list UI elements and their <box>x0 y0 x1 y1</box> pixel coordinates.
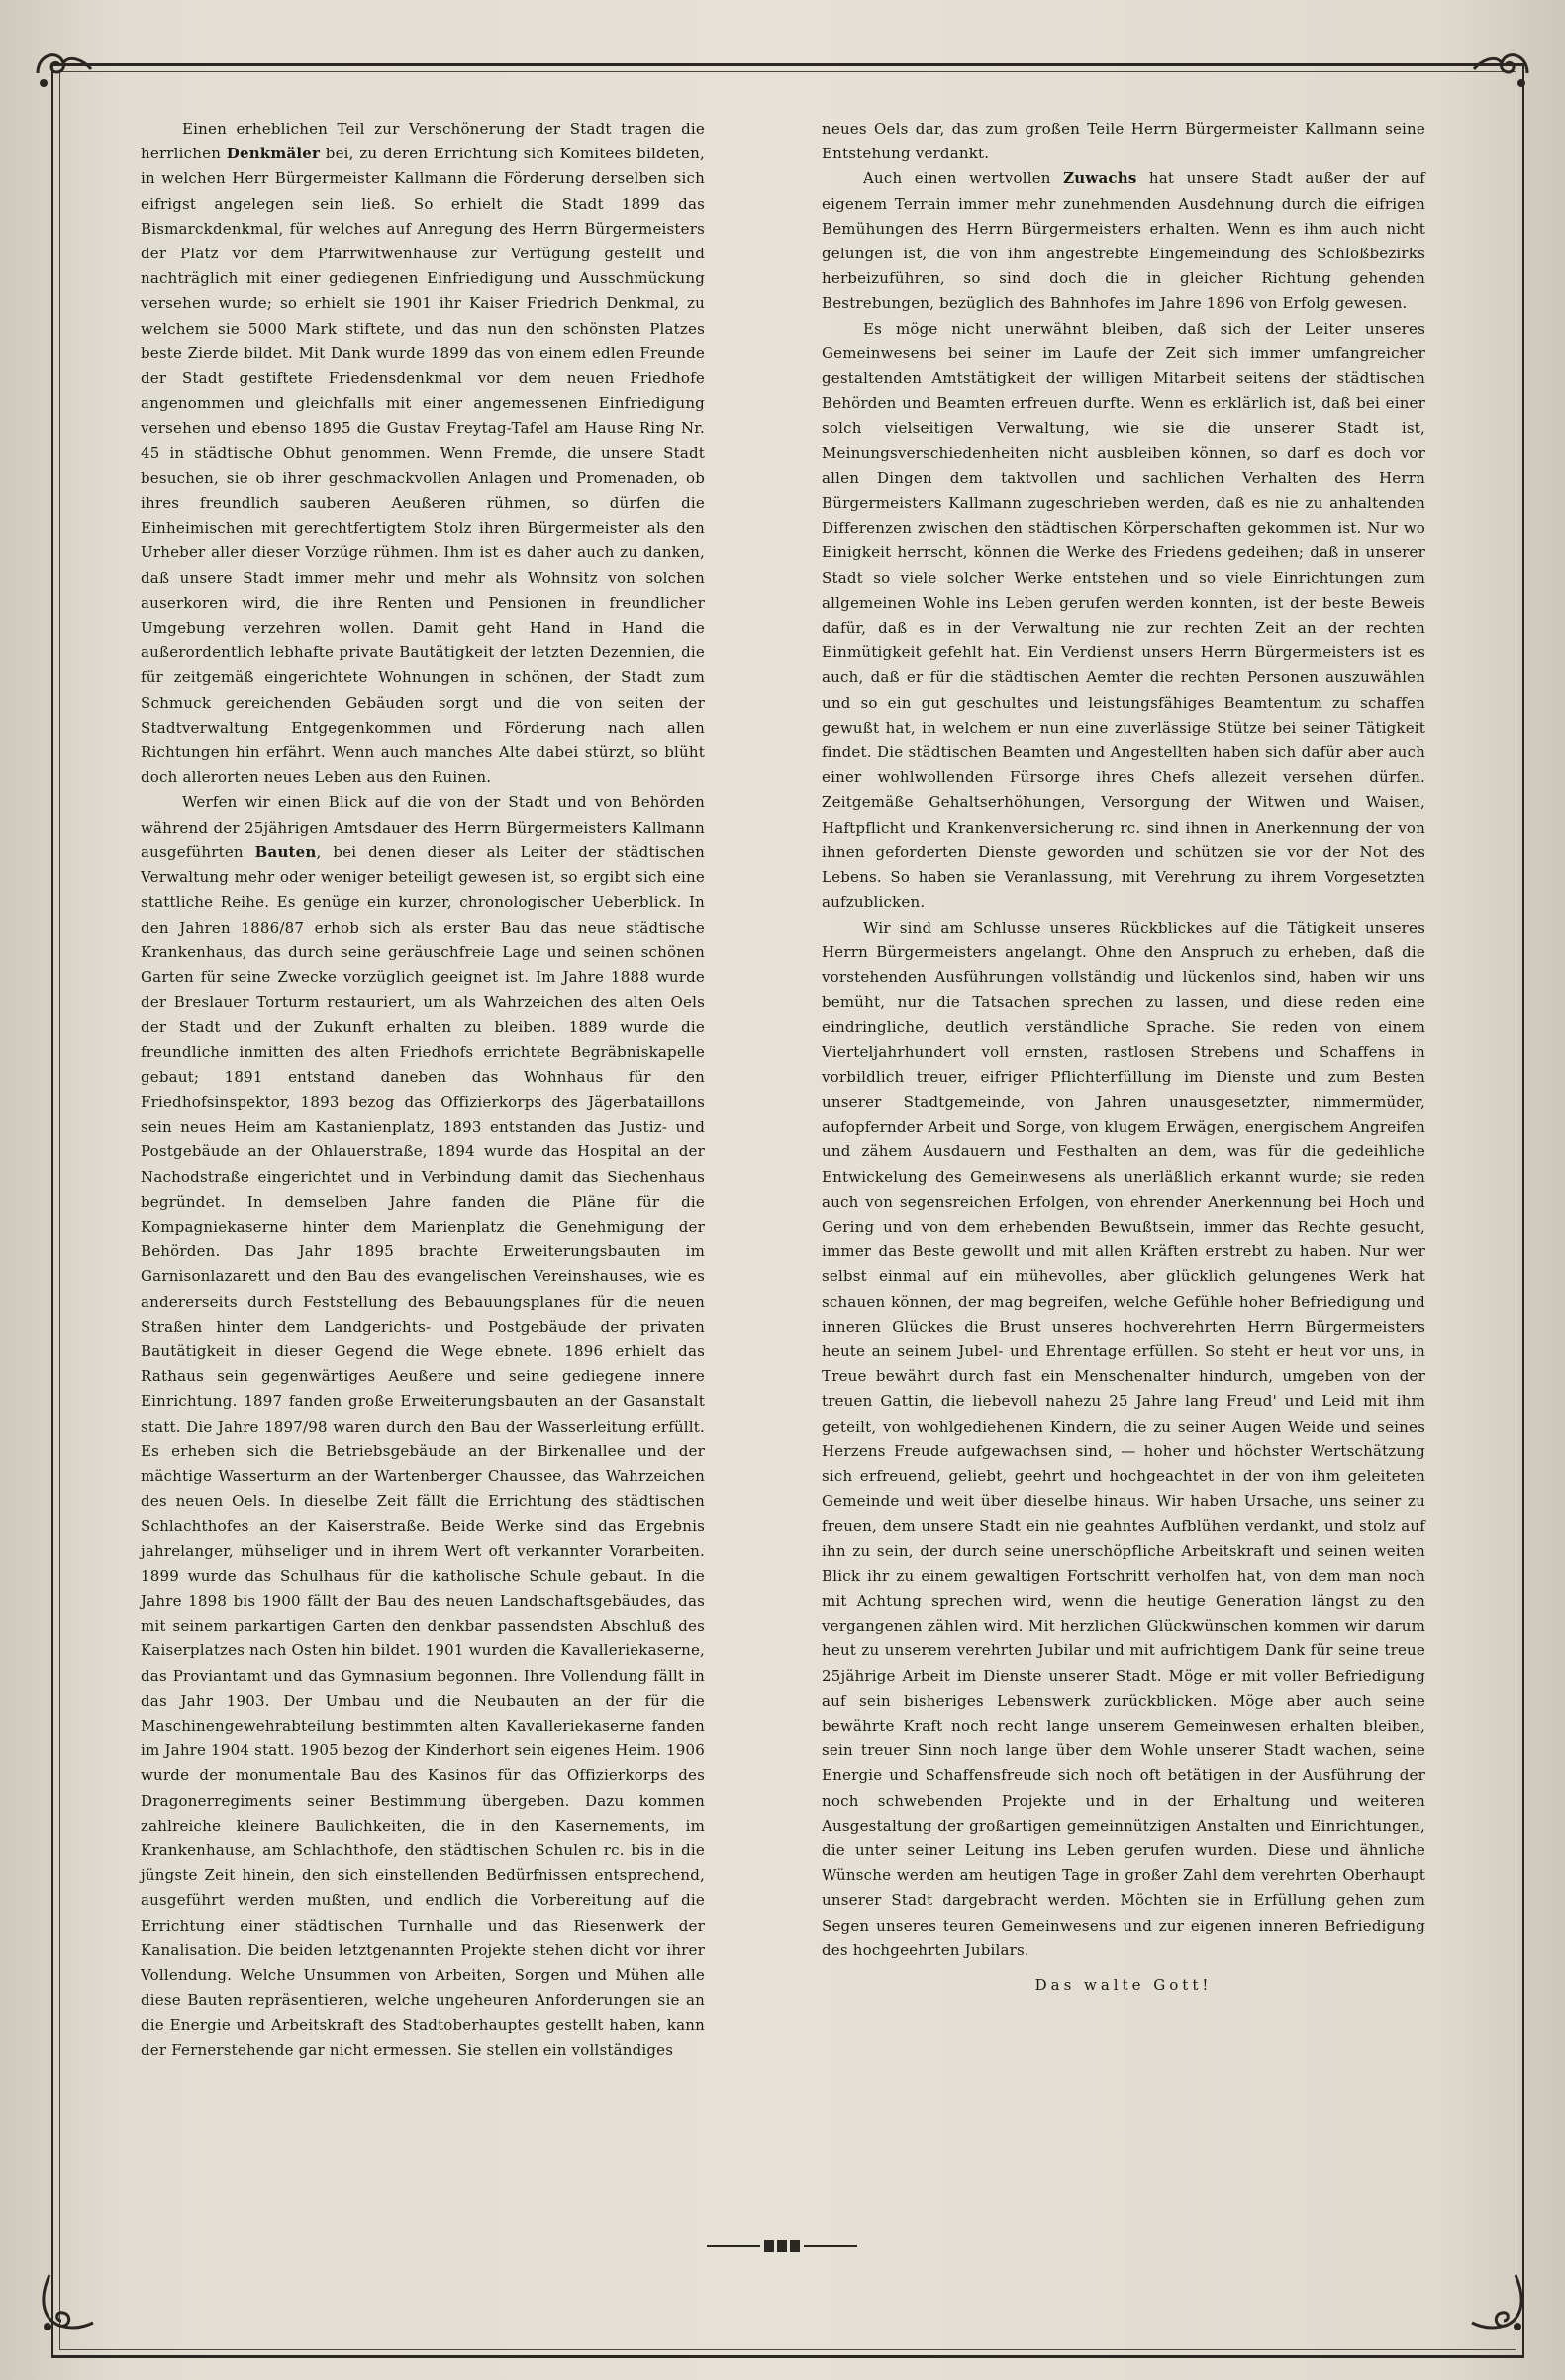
ornament-divider-icon <box>703 2235 861 2257</box>
paragraph-text: Es möge nicht unerwähnt bleiben, daß sich der Leiter unseres Gemeinwesens bei seiner im Laufe der Zeit sich immer umfangreicher gestaltenden Amtstätigkeit der willigen Mitarbeit seitens der städtischen Behörden und Beamten erfreuen durfte. Wenn es erklärlich ist, daß bei einer solch vielseitigen Verwaltung, wie sie die unserer Stadt ist, Meinungsverschiedenheiten nicht ausbleiben können, so darf es doch vor allen Dingen dem taktvollen und sachlichen Verhalten des Herrn Bürgermeisters Kallmann zugeschrieben werden, daß es nie zu anhaltenden Differenzen zwischen den städtischen Körperschaften gekommen ist. Nur wo Einigkeit herrscht, können die Werke des Friedens gedeihen; daß in unserer Stadt so viele solcher Werke entstehen und so viele Einrichtungen zum allgemeinen Wohle ins Leben gerufen werden konnten, ist der beste Beweis dafür, daß es in der Verwaltung nie zur rechten Zeit an der rechten Einmütigkeit gefehlt hat. Ein Verdienst unsers Herrn Bürgermeisters ist es auch, daß er für die städtischen Aemter die rechten Personen auszuwählen und so ein gut geschultes und leistungsfähiges Beamtentum zu schaffen gewußt hat, in welchem er nun eine zuverlässige Stütze bei seiner Tätigkeit findet. Die städtischen Beamten und Angestellten haben sich dafür aber auch einer wohlwollenden Fürsorge ihres Chefs allezeit versehen dürfen. Zeitgemäße Gehaltserhöhungen, Versorgung der Witwen und Waisen, Haftpflicht und Krankenversicherung rc. sind ihnen in Anerkennung der von ihnen geforderten Dienste geworden und schützen sie vor der Not des Lebens. So haben sie Veranlassung, mit Verehrung zu ihrem Vorgesetzten aufzublicken. <box>822 319 1425 912</box>
paragraph <box>822 317 1425 916</box>
paragraph-text: Einen erheblichen Teil zur Verschönerung der Stadt tragen die herrlichen <box>141 120 705 163</box>
keyword-text: Denkmäler <box>226 145 321 163</box>
paragraph-text: Auch einen wertvollen <box>863 169 1064 188</box>
paragraph-text: bei, zu deren Errichtung sich Komitees bildeten, in welchen Herr Bürgermeister Kallmann die Förderung derselben sich eifrigst angelegen sein ließ. So erhielt die Stadt 1899 das Bismarckdenkmal, für welches auf Anregung des Herrn Bürgermeisters der Platz vor dem Pfarrwitwenhause zur Verfügung gestellt und nachträglich mit einer gediegenen Einfriedigung und Ausschmückung versehen wurde; so erhielt sie 1901 ihr Kaiser Friedrich Denkmal, zu welchem sie 5000 Mark stiftete, und das nun den schönsten Platzes beste Zierde bildet. Mit Dank wurde 1899 das von einem edlen Freunde der Stadt gestiftete Friedensdenkmal vor dem neuen Friedhofe angenommen und gleichfalls mit einer angemessenen Einfriedigung versehen und ebenso 1895 die Gustav Freytag-Tafel am Hause Ring Nr. 45 in städtische Obhut genommen. Wenn Fremde, die unsere Stadt besuchen, sie ob ihrer geschmackvollen Anlagen und Promenaden, ob ihres freundlich sauberen Aeußeren rühmen, so dürfen die Einheimischen mit gerechtfertigtem Stolz ihren Bürgermeister als den Urheber aller dieser Vorzüge rühmen. Ihm ist es daher auch zu danken, daß unsere Stadt immer mehr und mehr als Wohnsitz von solchen auserkoren wird, die ihre Renten und Pensionen in freundlicher Umgebung verzehren wollen. Damit geht Hand in Hand die außerordentlich lebhafte private Bautätigkeit der letzten Dezennien, die für zeitgemäß eingerichtete Wohnungen in schönen, der Stadt zum Schmuck gereichenden Gebäuden sorgt und die von seiten der Stadtverwaltung Entgegenkommen und Förderung nach allen Richtungen hin erfährt. Wenn auch manches Alte dabei stürzt, so blüht doch allerorten neues Leben aus den Ruinen. <box>141 145 705 787</box>
corner-ornament-bottom-right-icon <box>1466 2267 1535 2336</box>
paragraph-text: neues Oels dar, das zum großen Teile Herrn Bürgermeister Kallmann seine Entstehung verdankt. <box>822 120 1425 163</box>
paragraph <box>141 117 705 790</box>
corner-ornament-bottom-left-icon <box>30 2267 99 2336</box>
left-text-column <box>141 117 705 2186</box>
paragraph-text: Wir sind am Schlusse unseres Rückblickes auf die Tätigkeit unseres Herrn Bürgermeisters angelangt. Ohne den Anspruch zu erheben, daß die vorstehenden Ausführungen vollständig und lückenlos sind, haben wir uns bemüht, nur die Tatsachen sprechen zu lassen, und diese reden eine eindringliche, deutlich verständliche Sprache. Sie reden von einem Vierteljahrhundert voll ernsten, rastlosen Strebens und Schaffens in vorbildlich treuer, eifriger Pflichterfüllung im Dienste und zum Besten unserer Stadtgemeinde, von Jahren unausgesetzter, nimmermüder, aufopfernder Arbeit und Sorge, von klugem Erwägen, energischem Angreifen und zähem Ausdauern und Festhalten an dem, was für die gedeihliche Entwickelung des Gemeinwesens als unerläßlich erkannt wurde; sie reden auch von segensreichen Erfolgen, von ehrender Anerkennung bei Hoch und Gering und von dem erhebenden Bewußtsein, immer das Rechte gesucht, immer das Beste gewollt und mit allen Kräften erstrebt zu haben. Nur wer selbst einmal auf ein mühevolles, aber glücklich gelungenes Werk hat schauen können, der mag begreifen, welche Gefühle hoher Befriedigung und inneren Glückes die Brust unseres hochverehrten Herrn Bürgermeisters heute an seinem Jubel- und Ehrentage erfüllen. So steht er heut vor uns, in Treue bewährt durch fast ein Menschenalter hindurch, umgeben von der treuen Gattin, die liebevoll nahezu 25 Jahre lang Freud' und Leid mit ihm geteilt, von wohlgediehenen Kindern, die zu seiner Augen Weide und seines Herzens Freude aufgewachsen sind, — hoher und höchster Wertschätzung sich erfreuend, geliebt, geehrt und hochgeachtet in der von ihm geleiteten Gemeinde und weit über dieselbe hinaus. Wir haben Ursache, uns seiner zu freuen, dem unsere Stadt ein nie geahntes Aufblühen verdankt, und stolz auf ihn zu sein, der durch seine unerschöpfliche Arbeitskraft und seinen weiten Blick ihr zu einem gewaltigen Fortschritt verholfen hat, von dem man noch mit Achtung sprechen wird, wenn die heutige Generation längst zu den vergangenen zählen wird. Mit herzlichen Glückwünschen kommen wir darum heut zu unserem verehrten Jubilar und mit aufrichtigem Dank für seine treue 25jährige Arbeit im Dienste unserer Stadt. Möge er mit voller Befriedigung auf sein bisheriges Lebenswerk zurückblicken. Möge aber auch seine bewährte Kraft noch recht lange unserem Gemeinwesen erhalten bleiben, sein treuer Sinn noch lange über dem Wohle unserer Stadt wachen, seine Energie und Schaffensfreude sich noch oft betätigen in der Ausführung der noch schwebenden Projekte und in der Erhaltung und weiteren Ausgestaltung der großartigen gemeinnützigen Anstalten und Einrichtungen, die unter seiner Leitung ins Leben gerufen wurden. Diese und ähnliche Wünsche werden am heutigen Tage in großer Zahl dem verehrten Oberhaupt unserer Stadt dargebracht werden. Möchten sie in Erfüllung gehen zum Segen unseres teuren Gemeinwesens und zur eigenen inneren Befriedigung des hochgeehrten Jubilars. <box>822 918 1425 1959</box>
corner-ornament-top-left-icon <box>30 40 99 109</box>
paragraph <box>822 166 1425 316</box>
keyword-text: Bauten <box>254 843 317 861</box>
paragraph-text: , bei denen dieser als Leiter der städtischen Verwaltung mehr oder weniger beteiligt gewesen ist, so ergibt sich eine stattliche Reihe. Es genüge ein kurzer, chronologischer Ueberblick. In den Jahren 1886/87 erhob sich als erster Bau das neue städtische Krankenhaus, das durch seine geräuschfreie Lage und seinen schönen Garten für seine Zwecke vorzüglich geeignet ist. Im Jahre 1888 wurde der Breslauer Torturm restauriert, um als Wahrzeichen des alten Oels der Stadt und der Zukunft erhalten zu bleiben. 1889 wurde die freundliche inmitten des alten Friedhofs errichtete Begräbniskapelle gebaut; 1891 entstand daneben das Wohnhaus für den Friedhofsinspektor, 1893 bezog das Offizierkorps des Jägerbataillons sein neues Heim am Kastanienplatz, 1893 entstanden das Justiz- und Postgebäude an der Ohlauerstraße, 1894 wurde das Hospital an der Nachodstraße eingerichtet und in Verbindung damit das Siechenhaus begründet. In demselben Jahre fanden die Pläne für die Kompagniekaserne hinter dem Marienplatz die Genehmigung der Behörden. Das Jahr 1895 brachte Erweiterungsbauten im Garnisonlazarett und den Bau des evangelischen Vereinshauses, wie es andererseits durch Feststellung des Bebauungsplanes für die neuen Straßen hinter dem Landgerichts- und Postgebäude der privaten Bautätigkeit in dieser Gegend die Wege ebnete. 1896 erhielt das Rathaus sein gegenwärtiges Aeußere und seine gediegene innere Einrichtung. 1897 fanden große Erweiterungsbauten an der Gasanstalt statt. Die Jahre 1897/98 waren durch den Bau der Wasserleitung erfüllt. Es erheben sich die Betriebsgebäude an der Birkenallee und der mächtige Wasserturm an der Wartenberger Chaussee, das Wahrzeichen des neuen Oels. In dieselbe Zeit fällt die Errichtung des städtischen Schlachthofes an der Kaiserstraße. Beide Werke sind das Ergebnis jahrelanger, mühseliger und in ihrem Wert oft verkannter Vorarbeiten. 1899 wurde das Schulhaus für die katholische Schule gebaut. In die Jahre 1898 bis 1900 fällt der Bau des neuen Landschaftsgebäudes, das mit seinem parkartigen Garten den denkbar passendsten Abschluß des Kaiserplatzes nach Osten hin bildet. 1901 wurden die Kavalleriekaserne, das Proviantamt und das Gymnasium begonnen. Ihre Vollendung fällt in das Jahr 1903. Der Umbau und die Neubauten an der für die Maschinengewehrabteilung bestimmten alten Kavalleriekaserne fanden im Jahre 1904 statt. 1905 bezog der Kinderhort sein eigenes Heim. 1906 wurde der monumentale Bau des Kasinos für das Offizierkorps des Dragonerregiments seiner Bestimmung übergeben. Dazu kommen zahlreiche kleinere Baulichkeiten, die in den Kasernements, im Krankenhause, am Schlachthofe, den städtischen Schulen rc. bis in die jüngste Zeit hinein, den sich einstellenden Bedürfnissen entsprechend, ausgeführt werden mußten, und endlich die Vorbereitung auf die Errichtung einer städtischen Turnhalle und das Riesenwerk der Kanalisation. Die beiden letztgenannten Projekte stehen dicht vor ihrer Vollendung. Welche Unsummen von Arbeiten, Sorgen und Mühen alle diese Bauten repräsentieren, welche ungeheuren Anforderungen sie an die Energie und Arbeitskraft des Stadtoberhauptes gestellt haben, kann der Fernerstehende gar nicht ermessen. Sie stellen ein vollständiges <box>141 843 705 2059</box>
paragraph-text: Werfen wir einen Blick auf die von der Stadt und von Behörden während der 25jährigen Amtsdauer des Herrn Bürgermeisters Kallmann ausgeführten <box>141 793 705 861</box>
corner-ornament-top-right-icon <box>1466 40 1535 109</box>
paragraph-text: hat unsere Stadt außer der auf eigenem Terrain immer mehr zunehmenden Ausdehnung durch die eifrigen Bemühungen des Herrn Bürgermeisters erhalten. Wenn es ihm auch nicht gelungen ist, die von ihm angestrebte Eingemeindung des Schloßbezirks herbeizuführen, so sind doch die in gleicher Richtung gehenden Bestrebungen, bezüglich des Bahnhofes im Jahre 1896 von Erfolg gewesen. <box>822 169 1425 313</box>
closing-line: Das walte Gott! <box>1034 1976 1213 1995</box>
paragraph <box>141 790 705 2062</box>
paragraph <box>822 916 1425 1964</box>
keyword-text: Zuwachs <box>1063 169 1137 188</box>
paragraph <box>822 117 1425 166</box>
right-text-column <box>822 117 1425 2156</box>
